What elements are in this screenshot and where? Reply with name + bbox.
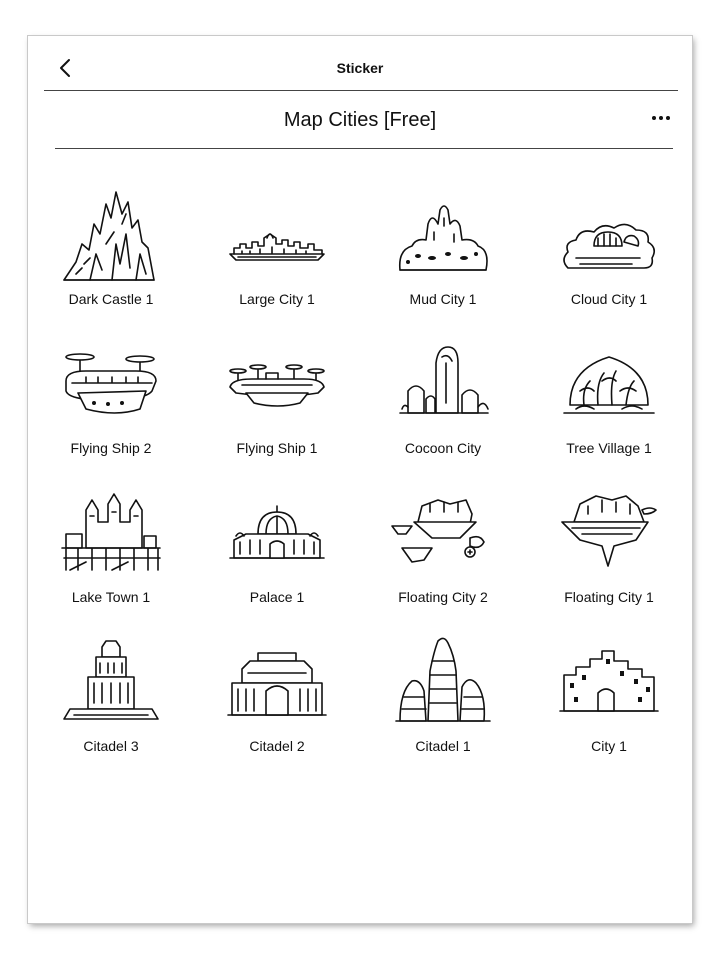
sticker-label: Cloud City 1 (570, 291, 648, 307)
sticker-item[interactable] (194, 631, 360, 771)
lake-town-icon (56, 482, 166, 582)
sticker-item[interactable] (360, 631, 526, 771)
sticker-label: Large City 1 (239, 291, 315, 307)
sticker-label: Floating City 2 (398, 589, 488, 605)
floating-city-icon (388, 482, 498, 582)
sticker-label: Citadel 1 (415, 738, 471, 754)
dark-castle-icon (56, 184, 166, 284)
more-options-button[interactable] (646, 108, 676, 128)
sticker-label: Flying Ship 2 (70, 440, 152, 456)
sticker-label: Floating City 1 (564, 589, 654, 605)
divider (55, 148, 673, 149)
palace-icon (222, 482, 332, 582)
sticker-label: Cocoon City (404, 440, 482, 456)
sticker-label: Palace 1 (249, 589, 305, 605)
sticker-item[interactable] (526, 184, 692, 324)
flying-ship-icon (222, 333, 332, 433)
sticker-item[interactable] (28, 482, 194, 622)
tree-village-icon (554, 333, 664, 433)
sticker-panel (28, 36, 692, 923)
page-title: Sticker (336, 60, 384, 76)
sticker-label: Citadel 2 (249, 738, 305, 754)
sticker-item[interactable] (360, 184, 526, 324)
sticker-item[interactable] (360, 333, 526, 473)
citadel-icon (56, 631, 166, 731)
sticker-item[interactable] (194, 333, 360, 473)
collection-title: Map Cities [Free] (283, 109, 437, 131)
sticker-label: Tree Village 1 (566, 440, 652, 456)
sticker-item[interactable] (194, 482, 360, 622)
mud-city-icon (388, 184, 498, 284)
sticker-label: Flying Ship 1 (236, 440, 318, 456)
sticker-label: Lake Town 1 (71, 589, 151, 605)
citadel-icon (222, 631, 332, 731)
large-city-icon (222, 184, 332, 284)
sticker-label: Citadel 3 (83, 738, 139, 754)
citadel-icon (388, 631, 498, 731)
cloud-city-icon (554, 184, 664, 284)
sticker-label: Mud City 1 (409, 291, 477, 307)
sticker-item[interactable] (28, 631, 194, 771)
sticker-item[interactable] (526, 482, 692, 622)
flying-ship-icon (56, 333, 166, 433)
sticker-item[interactable] (194, 184, 360, 324)
cocoon-city-icon (388, 333, 498, 433)
top-bar (28, 36, 692, 91)
sticker-item[interactable] (526, 333, 692, 473)
sticker-label: City 1 (591, 738, 627, 754)
city-icon (554, 631, 664, 731)
sticker-label: Dark Castle 1 (68, 291, 154, 307)
sticker-item[interactable] (360, 482, 526, 622)
divider (44, 90, 678, 91)
sticker-item[interactable] (28, 184, 194, 324)
sticker-item[interactable] (28, 333, 194, 473)
sticker-item[interactable] (526, 631, 692, 771)
floating-city-icon (554, 482, 664, 582)
more-horizontal-icon (651, 115, 671, 121)
